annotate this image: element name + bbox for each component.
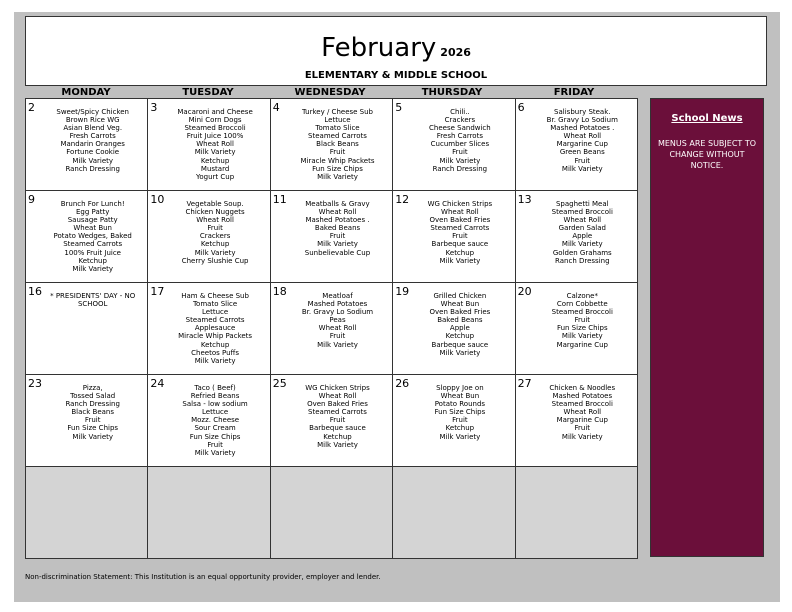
menu-item: Br. Gravy Lo Sodium (546, 116, 618, 125)
menu-item: Sunbelievable Cup (304, 248, 371, 257)
menu-item: Potato Rounds (434, 400, 486, 409)
day-cell (25, 98, 148, 191)
menu-item: Ketchup (445, 424, 475, 433)
menu-items (407, 200, 512, 265)
day-number: 13 (517, 193, 532, 206)
menu-item: Grilled Chicken (433, 292, 487, 300)
day-number: 16 (28, 285, 42, 298)
menu-item: Steamed Carrots (185, 316, 245, 325)
menu-item: Spaghetti Meal (555, 200, 609, 208)
day-cell (392, 282, 515, 375)
day-number: 2 (28, 101, 35, 114)
menu-items (530, 108, 635, 173)
menu-item: Ranch Dressing (65, 164, 120, 173)
menu-item: SCHOOL (77, 300, 108, 309)
day-number: 6 (517, 101, 525, 114)
menu-item: Fresh Carrots (69, 132, 116, 141)
menu-item: Refried Beans (190, 392, 240, 401)
menu-item: Pizza, (82, 384, 103, 392)
menu-item: Milk Variety (72, 264, 114, 273)
menu-item: Wheat Bun (440, 300, 480, 309)
menu-item: Fortune Cookie (66, 148, 120, 157)
day-number: 26 (395, 377, 410, 390)
menu-item: Milk Variety (561, 240, 603, 249)
menu-item: Meatballs & Gravy (305, 200, 370, 208)
day-cell (515, 282, 638, 375)
menu-item: Ketchup (323, 432, 352, 441)
header-friday: FRIDAY (553, 87, 595, 98)
day-number: 11 (272, 193, 287, 206)
menu-item: Tossed Salad (70, 392, 116, 401)
empty-day-cell (25, 466, 148, 559)
menu-item: Applesauce (194, 324, 236, 333)
menu-item: Barbeque sauce (309, 424, 366, 433)
menu-item: Egg Patty (76, 208, 110, 217)
menu-item: Black Beans (71, 408, 115, 417)
day-cell (515, 190, 638, 283)
menu-item: Fresh Carrots (436, 132, 483, 141)
menu-item: WG Chicken Strips (305, 384, 370, 392)
menu-item: Lettuce (202, 308, 229, 317)
day-cell (147, 190, 270, 283)
news-body: MENUS ARE SUBJECT TO CHANGE WITHOUT NOTICE. (657, 139, 757, 170)
day-cell (270, 374, 393, 467)
menu-item: Oven Baked Fries (429, 308, 491, 317)
menu-item: Fruit (574, 316, 591, 325)
menu-item: Wheat Roll (318, 208, 357, 217)
menu-item: Fun Size Chips (434, 408, 486, 417)
header-monday: MONDAY (61, 87, 111, 98)
menu-items (530, 200, 635, 265)
menu-item: Mashed Potatoes (552, 392, 613, 401)
menu-item: Cherry Slushie Cup (181, 256, 249, 265)
day-cell (270, 98, 393, 191)
menu-item: Chicken Nuggets (185, 208, 245, 217)
empty-day-cell (147, 466, 270, 559)
nondiscrimination-statement: Non-discrimination Statement: This Institution is an equal opportunity provider, employer and lender. (25, 573, 381, 581)
menu-item: Miracle Whip Packets (178, 332, 253, 341)
menu-item: Baked Beans (314, 224, 361, 233)
menu-item: Wheat Roll (318, 324, 357, 333)
menu-item: Milk Variety (317, 440, 358, 449)
day-cell (392, 190, 515, 283)
menu-item: Brunch For Lunch! (60, 200, 125, 208)
menu-item: Milk Variety (439, 256, 481, 265)
menu-item: Fruit (329, 148, 346, 157)
menu-item: Fruit Juice 100% (186, 132, 244, 141)
menu-item: Steamed Carrots (430, 224, 490, 233)
menu-items (162, 200, 267, 265)
menu-item: Steamed Broccoli (551, 208, 613, 217)
menu-item: Sausage Patty (67, 216, 118, 225)
menu-item: Steamed Broccoli (551, 400, 613, 409)
menu-item: Mustard (200, 164, 230, 173)
menu-item: Meatloaf (322, 292, 353, 300)
menu-item: Garden Salad (558, 224, 606, 233)
menu-item: Wheat Roll (196, 216, 234, 225)
menu-items (285, 292, 390, 349)
day-cell (515, 374, 638, 467)
menu-item: Margarine Cup (556, 140, 608, 149)
day-number: 20 (517, 285, 532, 298)
day-number: 10 (150, 193, 165, 206)
menu-item: Mozz. Cheese (191, 416, 240, 425)
menu-item: Milk Variety (194, 448, 236, 457)
menu-item: Ketchup (200, 156, 230, 165)
menu-item: Milk Variety (317, 240, 358, 249)
menu-calendar-grid (25, 98, 637, 558)
menu-item: Ham & Cheese Sub (181, 292, 249, 300)
header-tuesday: TUESDAY (182, 87, 234, 98)
day-cell (147, 282, 270, 375)
menu-item: 100% Fruit Juice (64, 248, 121, 257)
menu-item: * PRESIDENTS' DAY - NO (50, 292, 136, 300)
menu-item: Barbeque sauce (431, 240, 489, 249)
menu-item: Steamed Carrots (308, 132, 367, 141)
menu-item: Steamed Broccoli (551, 308, 613, 317)
empty-day-cell (515, 466, 638, 559)
menu-items (407, 108, 512, 173)
menu-item: Miracle Whip Packets (300, 156, 375, 165)
menu-item: Steamed Carrots (63, 240, 123, 249)
menu-item: Milk Variety (194, 248, 236, 257)
menu-item: Milk Variety (439, 348, 481, 357)
menu-item: Cucumber Slices (430, 140, 490, 149)
menu-item: Cheese Sandwich (429, 124, 491, 133)
menu-item: Fruit (207, 440, 223, 449)
news-title: School News (671, 113, 743, 124)
menu-items (40, 200, 145, 273)
menu-items (285, 200, 390, 257)
year-label: 2026 (440, 46, 471, 59)
menu-items (162, 292, 267, 365)
menu-item: Apple (572, 232, 593, 241)
menu-item: Chicken & Noodles (549, 384, 616, 392)
menu-item: Milk Variety (561, 332, 603, 341)
school-news-panel (650, 98, 764, 557)
menu-item: Sloppy Joe on (436, 384, 484, 392)
day-number: 19 (395, 285, 410, 298)
day-cell (270, 190, 393, 283)
title-box (25, 16, 767, 86)
menu-item: Fruit (84, 416, 101, 425)
menu-item: Milk Variety (439, 432, 481, 441)
menu-item: Milk Variety (317, 172, 358, 181)
menu-item: Br. Gravy Lo Sodium (301, 308, 374, 317)
day-cell (147, 98, 270, 191)
menu-item: Wheat Roll (563, 216, 602, 225)
menu-item: Wheat Roll (196, 140, 234, 149)
menu-item: Ranch Dressing (432, 164, 488, 173)
menu-item: Wheat Roll (318, 392, 357, 401)
menu-item: Wheat Roll (563, 408, 602, 417)
menu-item: Potato Wedges, Baked (53, 232, 132, 241)
day-number: 5 (395, 101, 403, 114)
day-number: 9 (28, 193, 35, 206)
empty-day-cell (392, 466, 515, 559)
title-line (26, 33, 766, 63)
menu-item: Ketchup (445, 248, 475, 257)
menu-item: Ranch Dressing (65, 400, 120, 409)
header-thursday: THURSDAY (421, 87, 483, 98)
menu-item: Corn Cobbette (556, 300, 608, 309)
menu-item: Fruit (452, 148, 468, 157)
menu-item: Ketchup (200, 340, 230, 349)
menu-item: Milk Variety (194, 148, 236, 157)
menu-item: Fruit (452, 232, 468, 241)
day-number: 27 (517, 377, 532, 390)
menu-item: Steamed Carrots (308, 408, 367, 417)
day-cell (25, 190, 148, 283)
menu-item: Vegetable Soup. (186, 200, 244, 208)
menu-item: Yogurt Cup (196, 172, 235, 181)
day-number: 3 (150, 101, 158, 114)
day-number: 24 (150, 377, 165, 390)
menu-item: Apple (449, 324, 470, 333)
menu-item: Mandarin Oranges (60, 140, 125, 149)
menu-item: Macaroni and Cheese (177, 108, 253, 116)
menu-item: Wheat Bun (440, 392, 480, 401)
month-title: February (321, 33, 437, 63)
menu-item: WG Chicken Strips (427, 200, 493, 208)
menu-item: Taco ( Beef) (194, 384, 236, 392)
menu-items (162, 108, 267, 181)
menu-items (162, 384, 267, 457)
menu-item: Lettuce (202, 408, 229, 417)
menu-item: Barbeque sauce (431, 340, 489, 349)
menu-item: Calzone* (566, 292, 598, 300)
menu-item: Salisbury Steak. (554, 108, 611, 116)
menu-item: Tomato Slice (315, 124, 360, 133)
menu-item: Lettuce (324, 116, 351, 125)
menu-item: Milk Variety (561, 164, 603, 173)
day-number: 18 (272, 285, 287, 298)
menu-items (285, 384, 390, 449)
menu-item: Margarine Cup (556, 340, 608, 349)
menu-item: Black Beans (316, 140, 359, 149)
menu-item: Golden Grahams (552, 248, 612, 257)
menu-item: Milk Variety (439, 156, 481, 165)
menu-item: Crackers (199, 232, 231, 241)
menu-item: Wheat Roll (441, 208, 479, 217)
menu-item: Fruit (574, 424, 591, 433)
menu-item: Peas (329, 316, 346, 325)
menu-items (40, 384, 145, 441)
menu-items (407, 292, 512, 357)
menu-item: Asian Blend Veg. (63, 124, 123, 133)
menu-item: Fun Size Chips (67, 424, 119, 433)
menu-items (40, 292, 145, 308)
menu-item: Steamed Broccoli (184, 124, 246, 133)
menu-item: Turkey / Cheese Sub (301, 108, 373, 116)
empty-day-cell (270, 466, 393, 559)
menu-item: Fruit (329, 416, 346, 425)
menu-item: Oven Baked Fries (429, 216, 491, 225)
menu-item: Fruit (574, 156, 591, 165)
day-cell (392, 98, 515, 191)
header-wednesday: WEDNESDAY (294, 87, 366, 98)
menu-item: Fruit (329, 332, 346, 341)
menu-item: Fruit (329, 232, 346, 241)
menu-item: Ketchup (445, 332, 475, 341)
menu-item: Crackers (444, 116, 476, 125)
menu-item: Fun Size Chips (189, 432, 241, 441)
menu-item: Wheat Roll (563, 132, 602, 141)
menu-item: Milk Variety (317, 340, 358, 349)
menu-item: Margarine Cup (556, 416, 608, 425)
menu-item: Sour Cream (194, 424, 236, 433)
day-cell (25, 374, 148, 467)
menu-item: Ketchup (200, 240, 230, 249)
menu-items (530, 292, 635, 349)
menu-item: Milk Variety (561, 432, 603, 441)
menu-item: Mashed Potatoes . (305, 216, 370, 225)
menu-item: Fun Size Chips (556, 324, 608, 333)
menu-item: Fruit (452, 416, 468, 425)
day-cell (147, 374, 270, 467)
day-number: 23 (28, 377, 42, 390)
day-cell (25, 282, 148, 375)
menu-item: Fun Size Chips (312, 164, 363, 173)
menu-item: Brown Rice WG (65, 116, 120, 125)
day-number: 17 (150, 285, 165, 298)
menu-items (285, 108, 390, 181)
menu-items (40, 108, 145, 173)
menu-item: Mini Corn Dogs (188, 116, 242, 125)
menu-items (530, 384, 635, 441)
school-name: ELEMENTARY & MIDDLE SCHOOL (304, 70, 488, 81)
menu-item: Ranch Dressing (555, 256, 610, 265)
day-number: 12 (395, 193, 410, 206)
menu-item: Ketchup (78, 256, 107, 265)
menu-items (407, 384, 512, 441)
menu-item: Milk Variety (194, 356, 236, 365)
menu-item: Mashed Potatoes . (550, 124, 615, 133)
menu-item: Cheetos Puffs (191, 348, 239, 357)
menu-item: Chili.. (450, 108, 470, 116)
menu-item: Fruit (207, 224, 223, 233)
menu-item: Milk Variety (72, 432, 114, 441)
menu-item: Baked Beans (437, 316, 483, 325)
menu-item: Green Beans (559, 148, 605, 157)
day-cell (392, 374, 515, 467)
menu-item: Tomato Slice (192, 300, 238, 309)
menu-item: Sweet/Spicy Chicken (56, 108, 129, 116)
menu-item: Salsa - low sodium (182, 400, 248, 409)
menu-item: Mashed Potatoes (307, 300, 368, 309)
day-cell (515, 98, 638, 191)
day-number: 4 (272, 101, 280, 114)
day-number: 25 (272, 377, 287, 390)
menu-item: Oven Baked Fries (307, 400, 368, 409)
day-cell (270, 282, 393, 375)
menu-item: Milk Variety (72, 156, 114, 165)
menu-item: Wheat Bun (73, 224, 112, 233)
